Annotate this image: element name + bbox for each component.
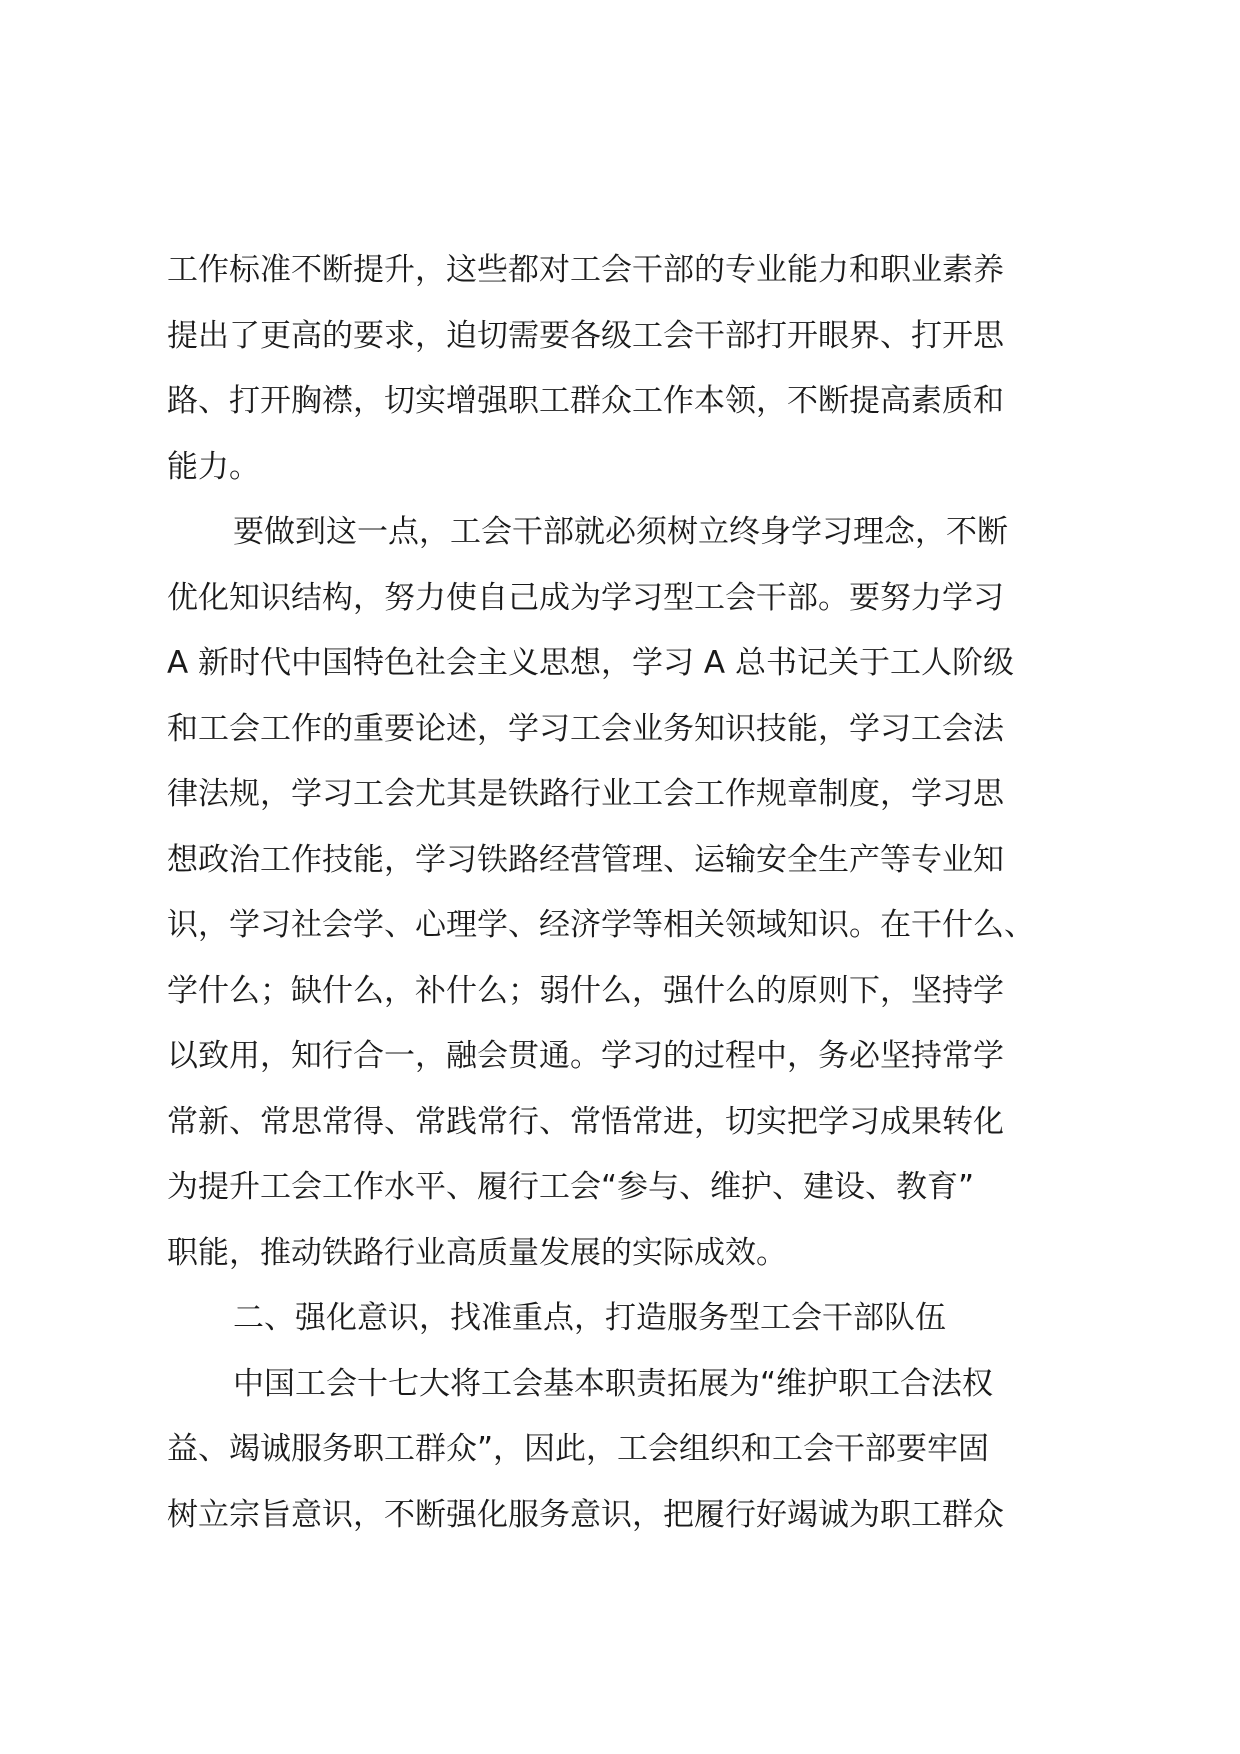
text-line-1: 工作标准不断提升，这些都对工会干部的专业能力和职业素养: [167, 252, 1004, 288]
text-line-3: 路、打开胸襟，切实增强职工群众工作本领，不断提高素质和: [167, 383, 1004, 419]
text-line-12: 学什么；缺什么，补什么；弱什么，强什么的原则下，坚持学: [167, 972, 1004, 1009]
section-heading: 二、强化意识，找准重点，打造服务型工会干部队伍: [233, 1300, 946, 1336]
body-text: [167, 238, 1087, 1548]
text-line-2: 提出了更高的要求，迫切需要各级工会干部打开眼界、打开思: [167, 317, 1004, 354]
text-line-20: 树立宗旨意识，不断强化服务意识，把履行好竭诚为职工群众: [167, 1496, 1004, 1533]
text-line-18: 中国工会十七大将工会基本职责拓展为“维护职工合法权: [233, 1365, 994, 1402]
text-line-16: 职能，推动铁路行业高质量发展的实际成效。: [167, 1234, 787, 1271]
text-line-19: 益、竭诚服务职工群众”，因此，工会组织和工会干部要牢固: [167, 1431, 990, 1467]
text-line-6: 优化知识结构，努力使自己成为学习型工会干部。要努力学习: [167, 579, 1004, 616]
text-line-15: 为提升工会工作水平、履行工会“参与、维护、建设、教育”: [167, 1169, 975, 1205]
text-line-10: 想政治工作技能，学习铁路经营管理、运输安全生产等专业知: [167, 841, 1004, 878]
text-line-9: 律法规，学习工会尤其是铁路行业工会工作规章制度，学习思: [167, 776, 1004, 812]
text-line-14: 常新、常思常得、常践常行、常悟常进，切实把学习成果转化: [167, 1103, 1004, 1140]
text-line-7: A 新时代中国特色社会主义思想，学习 A 总书记关于工人阶级: [167, 645, 1014, 681]
text-line-4: 能力。: [167, 448, 260, 485]
text-line-13: 以致用，知行合一，融会贯通。学习的过程中，务必坚持常学: [167, 1038, 1004, 1074]
text-line-11: 识，学习社会学、心理学、经济学等相关领域知识。在干什么、: [167, 907, 1035, 943]
text-line-8: 和工会工作的重要论述，学习工会业务知识技能，学习工会法: [167, 710, 1004, 747]
text-line-5: 要做到这一点，工会干部就必须树立终身学习理念，不断: [233, 514, 1008, 550]
